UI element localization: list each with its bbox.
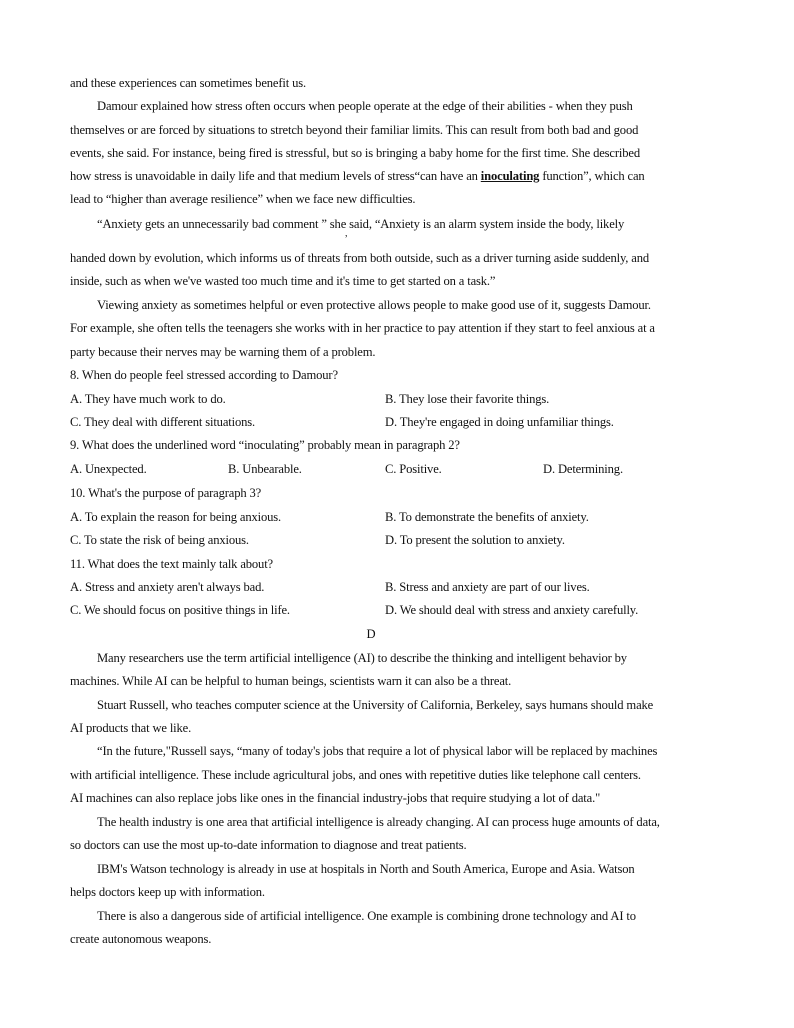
question-stem: 10. What's the purpose of paragraph 3? (70, 486, 262, 500)
question-stem: 9. What does the underlined word “inoculating” probably mean in paragraph 2? (70, 438, 460, 452)
passage-c-line: events, she said. For instance, being fired is stressful, but so is bringing a baby home for the first time. She described (70, 146, 640, 160)
passage-d-line: IBM's Watson technology is already in use at hospitals in North and South America, Europe and Asia. Watson (97, 862, 635, 876)
passage-c-line: “Anxiety gets an unnecessarily bad comment ” she said, “Anxiety is an alarm system inside the body, likely (97, 217, 625, 231)
answer-option: D. Determining. (543, 462, 623, 476)
answer-option: D. We should deal with stress and anxiety carefully. (385, 603, 639, 617)
passage-d-heading: D (366, 627, 376, 641)
passage-d-line: There is also a dangerous side of artificial intelligence. One example is combining drone technology and AI to (97, 909, 636, 923)
passage-c-text: function”, which can (539, 169, 645, 183)
answer-option: B. Unbearable. (228, 462, 302, 476)
answer-option: B. Stress and anxiety are part of our lives. (385, 580, 590, 594)
passage-d-line: machines. While AI can be helpful to human beings, scientists warn it can also be a threat. (70, 674, 512, 688)
passage-c-line: Damour explained how stress often occurs when people operate at the edge of their abilities - when they push (97, 99, 633, 113)
answer-option: C. We should focus on positive things in life. (70, 603, 290, 617)
passage-d-line: with artificial intelligence. These include agricultural jobs, and ones with repetitive duties like telephone call centers. (70, 768, 641, 782)
passage-d-line: AI machines can also replace jobs like ones in the financial industry-jobs that require studying a lot of data." (70, 791, 601, 805)
stray-comma: , (345, 228, 348, 239)
answer-option: A. They have much work to do. (70, 392, 226, 406)
passage-c-line: inside, such as when we've wasted too much time and it's time to get started on a task.” (70, 274, 496, 288)
passage-c-line: For example, she often tells the teenagers she works with in her practice to pay attention if they start to feel anxious at a (70, 321, 655, 335)
passage-d-line: “In the future,"Russell says, “many of today's jobs that require a lot of physical labor will be replaced by machines (97, 744, 658, 758)
passage-d-line: so doctors can use the most up-to-date information to diagnose and treat patients. (70, 838, 467, 852)
answer-option: A. Stress and anxiety aren't always bad. (70, 580, 265, 594)
answer-option: D. To present the solution to anxiety. (385, 533, 565, 547)
passage-c-line: and these experiences can sometimes benefit us. (70, 76, 306, 90)
answer-option: C. To state the risk of being anxious. (70, 533, 249, 547)
question-stem: 8. When do people feel stressed according to Damour? (70, 368, 338, 382)
question-stem: 11. What does the text mainly talk about? (70, 557, 273, 571)
passage-d-line: Stuart Russell, who teaches computer science at the University of California, Berkeley, says humans should make (97, 698, 654, 712)
passage-d-line: The health industry is one area that artificial intelligence is already changing. AI can process huge amounts of data, (97, 815, 660, 829)
answer-option: B. They lose their favorite things. (385, 392, 550, 406)
passage-d-line: AI products that we like. (70, 721, 192, 735)
passage-c-line: handed down by evolution, which informs us of threats from both outside, such as a driver turning aside suddenly, and (70, 251, 650, 265)
answer-option: A. To explain the reason for being anxious. (70, 510, 282, 524)
passage-c-line: lead to “higher than average resilience” when we face new difficulties. (70, 192, 416, 206)
answer-option: C. They deal with different situations. (70, 415, 256, 429)
passage-c-line: themselves or are forced by situations to stretch beyond their familiar limits. This can result from both bad and good (70, 123, 639, 137)
passage-d-line: Many researchers use the term artificial intelligence (AI) to describe the thinking and intelligent behavior by (97, 651, 627, 665)
underlined-word-inoculating: inoculating (480, 169, 540, 183)
passage-c-line: party because their nerves may be warning them of a problem. (70, 345, 376, 359)
answer-option: D. They're engaged in doing unfamiliar things. (385, 415, 614, 429)
passage-c-text: how stress is unavoidable in daily life and that medium levels of stress“can have an (70, 169, 478, 183)
answer-option: C. Positive. (385, 462, 442, 476)
passage-c-line: Viewing anxiety as sometimes helpful or even protective allows people to make good use of it, suggests Damour. (97, 298, 651, 312)
answer-option: A. Unexpected. (70, 462, 147, 476)
passage-c-line (70, 168, 645, 184)
passage-d-line: helps doctors keep up with information. (70, 885, 265, 899)
answer-option: B. To demonstrate the benefits of anxiety. (385, 510, 589, 524)
passage-d-line: create autonomous weapons. (70, 932, 212, 946)
